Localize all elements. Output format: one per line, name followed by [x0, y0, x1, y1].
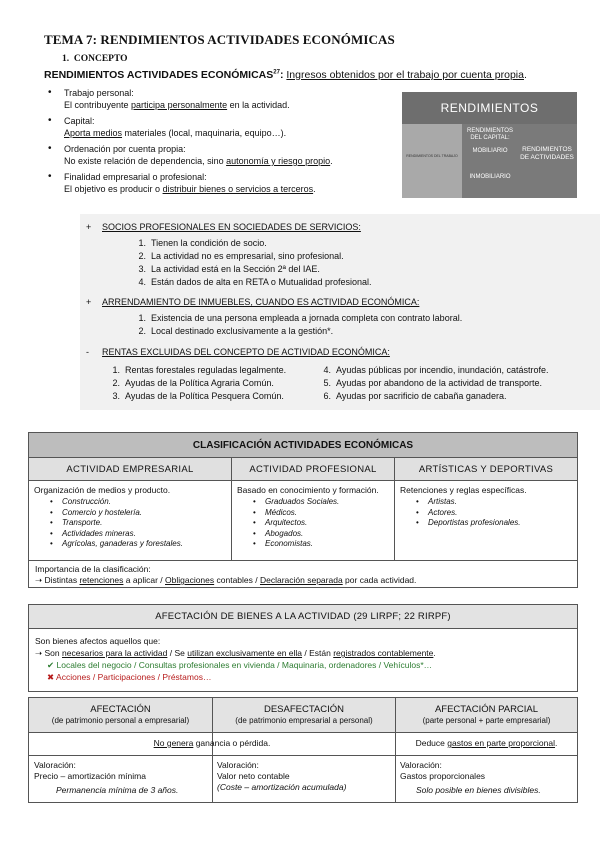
definition-end: .	[523, 69, 527, 81]
footnote-ref: 27	[273, 69, 280, 76]
divider	[29, 560, 577, 561]
list-item: • Deportistas profesionales.	[416, 518, 527, 529]
rend-capital-label: RENDIMIENTOS DEL CAPITAL:	[467, 128, 513, 141]
list-item	[48, 171, 398, 195]
rend-capital-panel	[462, 124, 517, 198]
section-number: 1.	[62, 54, 70, 64]
list-item: 6. Ayudas por sacrificio de cabaña ganadera.	[323, 391, 507, 401]
arrow-icon: ➝	[35, 575, 43, 585]
plus-marker: +	[86, 297, 92, 307]
divider	[395, 698, 396, 802]
definition-term: RENDIMIENTOS ACTIVIDADES ECONÓMICAS	[44, 69, 274, 81]
section-heading	[62, 54, 128, 64]
col-head-profesional: ACTIVIDAD PROFESIONAL	[232, 458, 394, 481]
list-item: • Arquitectos.	[253, 518, 379, 529]
list-item: 2. Ayudas de la Política Agraria Común.	[112, 378, 274, 388]
list-item: • Actores.	[416, 508, 527, 519]
list-item: • Artistas.	[416, 497, 527, 508]
item-text: .	[330, 156, 333, 166]
excluidas-heading	[86, 347, 390, 357]
list-item	[48, 115, 398, 139]
socios-heading-text: SOCIOS PROFESIONALES EN SOCIEDADES DE SERVICIOS:	[102, 222, 361, 232]
importancia-note: Importancia de la clasificación: ➝ Distintas retenciones a aplicar / Obligaciones contables / Declaración separada por cada actividad.	[35, 564, 417, 585]
rend-actividades-label: RENDIMIENTOS DE ACTIVIDADES	[520, 146, 574, 161]
no-ganancia-note: No genera ganancia o pérdida.	[153, 738, 271, 748]
minus-marker: -	[86, 347, 89, 357]
cross-icon: ✖	[47, 672, 55, 682]
excluidas-heading-text: RENTAS EXCLUIDAS DEL CONCEPTO DE ACTIVIDAD ECONÓMICA:	[102, 347, 390, 357]
valoracion-afectacion: Valoración: Precio – amortización mínima Permanencia mínima de 3 años.	[34, 760, 179, 795]
item-label: Finalidad empresarial o profesional:	[64, 172, 207, 182]
afectacion-intro: Son bienes afectos aquellos que:	[35, 636, 161, 646]
col-head-afectacion-parcial: AFECTACIÓN PARCIAL (parte personal + parte empresarial)	[396, 698, 577, 733]
item-label: Trabajo personal:	[64, 88, 134, 98]
col-head-desafectacion: DESAFECTACIÓN (de patrimonio empresarial a personal)	[213, 698, 395, 733]
col-artisticas	[400, 485, 527, 529]
item-text: .	[313, 184, 316, 194]
item-label: Ordenación por cuenta propia:	[64, 144, 186, 154]
rendimientos-title: RENDIMIENTOS	[402, 92, 577, 124]
list-item: 4. Están dados de alta en RETA o Mutualidad profesional.	[138, 277, 372, 287]
list-item: • Economistas.	[253, 539, 379, 550]
item-text: No existe relación de dependencia, sino	[64, 156, 227, 166]
item-underlined: participa personalmente	[131, 100, 228, 110]
plus-marker: +	[86, 222, 92, 232]
rend-trabajo-label: RENDIMIENTOS DEL TRABAJO	[406, 154, 458, 158]
list-item: 2. La actividad no es empresarial, sino profesional.	[138, 251, 344, 261]
valoracion-desafectacion: Valoración: Valor neto contable (Coste – amortización acumulada)	[217, 760, 347, 792]
importancia-label: Importancia de la clasificación:	[35, 564, 151, 574]
arrow-icon: ➝	[35, 648, 43, 658]
divider	[212, 698, 213, 802]
divider	[231, 458, 232, 560]
list-item: • Graduados Sociales.	[253, 497, 379, 508]
col-head-artisticas: ARTÍSTICAS Y DEPORTIVAS	[395, 458, 577, 481]
list-item: 4. Ayudas públicas por incendio, inundación, catástrofe.	[323, 365, 549, 375]
col-profesional	[237, 485, 379, 550]
list-item: • Actividades mineras.	[50, 529, 183, 540]
item-underlined: autonomía y riesgo propio	[226, 156, 331, 166]
list-item: • Transporte.	[50, 518, 183, 529]
divider	[29, 755, 577, 756]
item-text: en la actividad.	[227, 100, 290, 110]
col-lead: Organización de medios y producto.	[34, 485, 171, 495]
socios-heading	[86, 222, 361, 232]
item-label: Capital:	[64, 116, 95, 126]
afectacion-body: Son bienes afectos aquellos que: ➝ Son necesarios para la actividad / Se utilizan exclusivamente en ella / Están registrados contablemente. ✔ Locales del negocio / Consultas profesionales en vivienda / Maquinaria, ordenadores / Vehículos*… ✖ Acciones / Participaciones / Préstamos…	[35, 636, 436, 682]
list-item	[48, 143, 398, 167]
col-lead: Retenciones y reglas específicas.	[400, 485, 527, 495]
list-item	[48, 87, 398, 111]
col-head-afectacion: AFECTACIÓN (de patrimonio personal a empresarial)	[29, 698, 212, 733]
list-item: • Abogados.	[253, 529, 379, 540]
list-item: 1. Tienen la condición de socio.	[138, 238, 267, 248]
definition-text: Ingresos obtenidos por el trabajo por cuenta propia	[286, 69, 524, 81]
list-item: 1. Existencia de una persona empleada a jornada completa con contrato laboral.	[138, 313, 463, 323]
rend-actividades-panel	[517, 124, 577, 198]
section-title: CONCEPTO	[73, 54, 128, 64]
col-empresarial	[34, 485, 183, 550]
item-text: El contribuyente	[64, 100, 132, 110]
list-item: 5. Ayudas por abandono de la actividad de transporte.	[323, 378, 542, 388]
page-title: TEMA 7: RENDIMIENTOS ACTIVIDADES ECONÓMICAS	[44, 32, 395, 47]
definition	[44, 69, 527, 81]
afectacion-box	[28, 604, 578, 692]
list-item: • Agrícolas, ganaderas y forestales.	[50, 539, 183, 550]
item-underlined: distribuir bienes o servicios a terceros	[162, 184, 314, 194]
item-text: materiales (local, maquinaria, equipo…).	[122, 128, 287, 138]
afectacion-types-table	[28, 697, 578, 803]
arrendamiento-heading-text: ARRENDAMIENTO DE INMUEBLES, CUANDO ES ACTIVIDAD ECONÓMICA:	[102, 297, 420, 307]
col-head-empresarial: ACTIVIDAD EMPRESARIAL	[29, 458, 231, 481]
divider	[394, 458, 395, 560]
item-underlined: Aporta medios	[64, 128, 123, 138]
clasificacion-title: CLASIFICACIÓN ACTIVIDADES ECONÓMICAS	[29, 433, 577, 458]
list-item: 3. Ayudas de la Política Pesquera Común.	[112, 391, 284, 401]
list-item: 1. Rentas forestales reguladas legalmente.	[112, 365, 287, 375]
afectacion-title: AFECTACIÓN DE BIENES A LA ACTIVIDAD (29 LIRPF; 22 RIRPF)	[29, 605, 577, 629]
arrendamiento-heading	[86, 297, 419, 307]
rend-mobiliario-label: MOBILIARIO	[472, 148, 508, 154]
list-item: 2. Local destinado exclusivamente a la gestión*.	[138, 326, 334, 336]
definition-colon: :	[279, 69, 284, 81]
rendimientos-diagram	[402, 92, 577, 198]
clasificacion-table	[28, 432, 578, 588]
valoracion-parcial: Valoración: Gastos proporcionales Solo posible en bienes divisibles.	[400, 760, 541, 795]
rend-trabajo-panel	[402, 124, 462, 198]
col-lead: Basado en conocimiento y formación.	[237, 485, 379, 495]
list-item: • Comercio y hostelería.	[50, 508, 183, 519]
rend-inmobiliario-label: INMOBILIARIO	[469, 174, 511, 180]
item-text: El objetivo es producir o	[64, 184, 163, 194]
afectos-examples: Locales del negocio / Consultas profesionales en vivienda / Maquinaria, ordenadores / Vehículos*…	[56, 660, 433, 670]
checkmark-icon: ✔	[47, 660, 55, 670]
concept-list	[48, 87, 398, 199]
list-item: • Médicos.	[253, 508, 379, 519]
no-afectos-examples: Acciones / Participaciones / Préstamos…	[56, 672, 212, 682]
grey-info-box	[80, 214, 600, 410]
list-item: • Construcción.	[50, 497, 183, 508]
deduce-gastos-note: Deduce gastos en parte proporcional.	[415, 738, 558, 748]
list-item: 3. La actividad está en la Sección 2ª del IAE.	[138, 264, 320, 274]
